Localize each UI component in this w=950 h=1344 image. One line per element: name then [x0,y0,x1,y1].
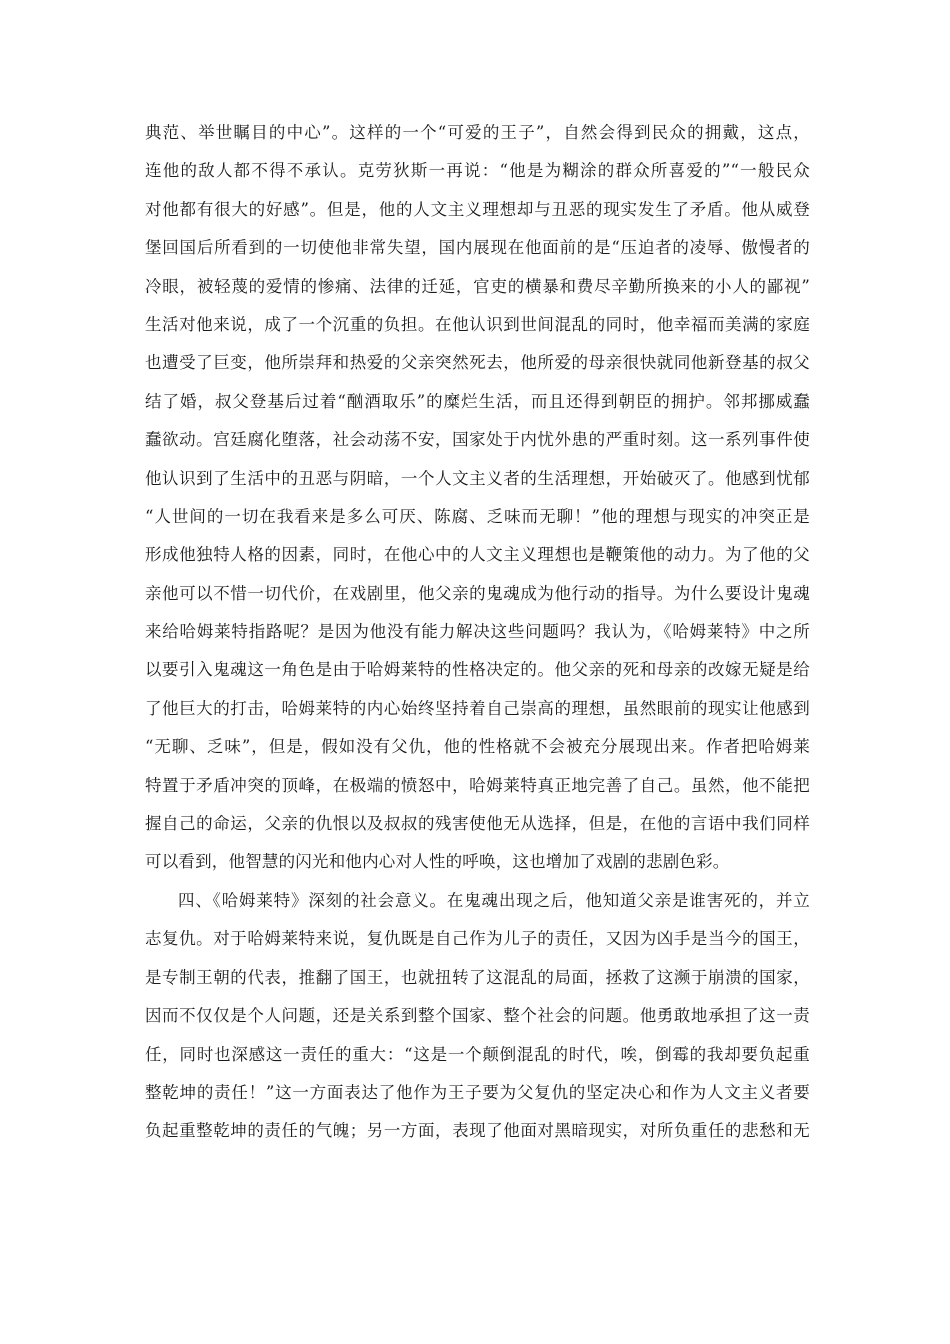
text-line: 可以看到，他智慧的闪光和他内心对人性的呼唤，这也增加了戏剧的悲剧色彩。 [145,852,730,872]
text-line: 任，同时也深感这一责任的重大：“这是一个颠倒混乱的时代，唉，倒霉的我却要负起重 [145,1044,810,1064]
text-line: 了他巨大的打击，哈姆莱特的内心始终坚持着自己崇高的理想，虽然眼前的现实让他感到 [145,698,810,718]
text-line: 生活对他来说，成了一个沉重的负担。在他认识到世间混乱的同时，他幸福而美满的家庭 [145,314,810,334]
text-line: 他认识到了生活中的丑恶与阴暗，一个人文主义者的生活理想，开始破灭了。他感到忧郁 [145,468,810,488]
paragraph-2 [145,882,810,1151]
text-line: 整乾坤的责任！”这一方面表达了他作为王子要为父复仇的坚定决心和作为人文主义者要 [145,1082,810,1102]
text-line: 因而不仅仅是个人问题，还是关系到整个国家、整个社会的问题。他勇敢地承担了这一责 [145,1006,810,1026]
text-line: 亲他可以不惜一切代价，在戏剧里，他父亲的鬼魂成为他行动的指导。为什么要设计鬼魂 [145,583,810,603]
text-line: 是专制王朝的代表，推翻了国王，也就扭转了这混乱的局面，拯救了这濒于崩溃的国家， [145,967,810,987]
text-line: 以要引入鬼魂这一角色是由于哈姆莱特的性格决定的。他父亲的死和母亲的改嫁无疑是给 [145,660,810,680]
text-line: 冷眼，被轻蔑的爱情的惨痛、法律的迁延，官吏的横暴和费尽辛勤所换来的小人的鄙视” [145,276,810,296]
paragraph-1 [145,114,810,882]
text-line: 堡回国后所看到的一切使他非常失望，国内展现在他面前的是“压迫者的凌辱、傲慢者的 [145,238,810,258]
text-line: 连他的敌人都不得不承认。克劳狄斯一再说：“他是为糊涂的群众所喜爱的”“一般民众 [145,161,810,181]
text-line: 也遭受了巨变，他所崇拜和热爱的父亲突然死去，他所爱的母亲很快就同他新登基的叔父 [145,353,810,373]
text-line: 握自己的命运，父亲的仇恨以及叔叔的残害使他无从选择，但是，在他的言语中我们同样 [145,814,810,834]
text-line: 蠢欲动。宫廷腐化堕落，社会动荡不安，国家处于内忧外患的严重时刻。这一系列事件使 [145,430,810,450]
text-line: 来给哈姆莱特指路呢？是因为他没有能力解决这些问题吗？我认为，《哈姆莱特》中之所 [145,622,810,642]
text-line: 结了婚，叔父登基后过着“酗酒取乐”的糜烂生活，而且还得到朝臣的拥护。邻邦挪威蠢 [145,391,810,411]
text-line: 四、《哈姆莱特》深刻的社会意义。在鬼魂出现之后，他知道父亲是谁害死的，并立 [178,891,810,910]
text-line: “人世间的一切在我看来是多么可厌、陈腐、乏味而无聊！”他的理想与现实的冲突正是 [145,506,810,526]
text-line: 形成他独特人格的因素，同时，在他心中的人文主义理想也是鞭策他的动力。为了他的父 [145,545,810,565]
text-line: 负起重整乾坤的责任的气魄；另一方面，表现了他面对黑暗现实，对所负重任的悲愁和无 [145,1121,810,1141]
text-line: 典范、举世瞩目的中心”。这样的一个“可爱的王子”，自然会得到民众的拥戴，这点， [145,123,810,142]
text-line: 特置于矛盾冲突的顶峰，在极端的愤怒中，哈姆莱特真正地完善了自己。虽然，他不能把 [145,775,810,795]
text-line: 志复仇。对于哈姆莱特来说，复仇既是自己作为儿子的责任，又因为凶手是当今的国王， [145,929,810,949]
text-line: 对他都有很大的好感”。但是，他的人文主义理想却与丑恶的现实发生了矛盾。他从威登 [145,199,810,219]
text-line: “无聊、乏味”，但是，假如没有父仇，他的性格就不会被充分展现出来。作者把哈姆莱 [145,737,810,757]
